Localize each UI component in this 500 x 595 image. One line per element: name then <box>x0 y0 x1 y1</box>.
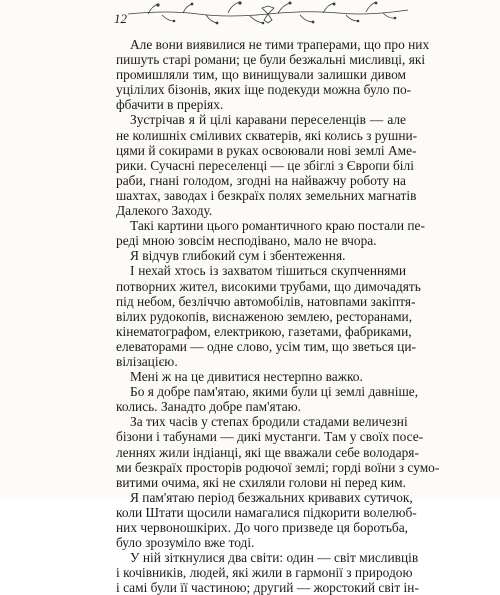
text-line: Мені ж на це дивитися нестерпно важко. <box>130 369 363 385</box>
text-line: колись. Занадто добре пам'ятаю. <box>116 399 302 415</box>
text-line: витими очима, які не схиляли голови ні перед ким. <box>116 474 406 490</box>
text-line: коли Штати щосили намагалися підкорити волелюб- <box>116 504 417 520</box>
body-text <box>116 37 440 595</box>
text-line: Бо я добре пам'ятаю, якими були ці землі давніше, <box>130 384 419 400</box>
text-line: промишляли тим, що винищували залишки дивом <box>116 67 406 83</box>
text-line: Такі картини цього романтичного краю постали пе- <box>130 218 425 234</box>
text-line: фбачити в преріях. <box>116 97 224 113</box>
text-line: не колишніх сміливих скватерів, які колись з рушни- <box>116 127 418 143</box>
text-line: Далекого Заходу. <box>116 203 213 219</box>
text-line: під небом, безліччю автомобілів, натовпами закіптя- <box>116 293 416 309</box>
text-line: У ній зіткнулися два світи: один — світ мисливців <box>130 550 419 566</box>
text-line: Зустрічав я й цілі каравани переселенців — але <box>130 112 406 128</box>
text-line: елеваторами — одне слово, усім тим, що зветься ци- <box>116 338 416 354</box>
text-line: вілих рудокопів, виснаженою землею, ресторанами, <box>116 308 413 324</box>
text-line: потворних жител, високими трубами, що димочадять <box>116 278 421 294</box>
text-line: них червоношкірих. До чого призведе ця боротьба, <box>116 520 409 535</box>
header-ornament <box>128 0 408 30</box>
text-line: леннях жили індіанці, які ще вважали себе володаря- <box>116 444 419 460</box>
text-line: пишуть старі романи; це були безжальні мисливці, які <box>116 52 426 68</box>
text-line: Я пам'ятаю період безжальних кривавих сутичок, <box>130 489 413 505</box>
text-line: цями й сокирами в руках освоювали нові землі Аме- <box>116 142 417 158</box>
page-number: 12 <box>114 11 127 26</box>
text-line: бізони і табунами — дикі мустанги. Там у своїх посе- <box>116 429 424 445</box>
text-line: За тих часів у степах бродили стадами величезні <box>130 414 408 430</box>
text-line: реді мною зовсім несподівано, мало не вчора. <box>116 233 377 249</box>
text-line: раби, гнані голодом, згодні на найважчу роботу на <box>116 172 406 188</box>
text-line: Я відчув глибокий сум і збентеження. <box>130 248 346 264</box>
text-line: І нехай хтось із захватом тішиться скупченнями <box>130 263 406 279</box>
text-line: і кочівників, людей, які жили в гармонії з природою <box>116 565 413 581</box>
text-line: ми безкраїх просторів родючої землі; горді воїни з сумо- <box>116 459 440 475</box>
text-line: було зрозуміло вже тоді. <box>116 535 255 551</box>
text-line: рики. Сучасні переселенці — це збіглі з Європи білі <box>116 157 414 173</box>
text-line: Але вони виявилися не тими трaперами, що про них <box>130 37 430 52</box>
text-line: і самі були її частиною; другий — жорстокий світ ін- <box>116 580 419 595</box>
text-line: кінематографом, електрикою, газетами, фабриками, <box>116 323 412 339</box>
text-line: вілізацією. <box>116 353 178 369</box>
text-line: уцілілих бізонів, яких іще подекуди можна було по- <box>116 82 412 98</box>
text-line: шахтах, заводах і безкраїх полях земельних магнатів <box>116 187 417 203</box>
